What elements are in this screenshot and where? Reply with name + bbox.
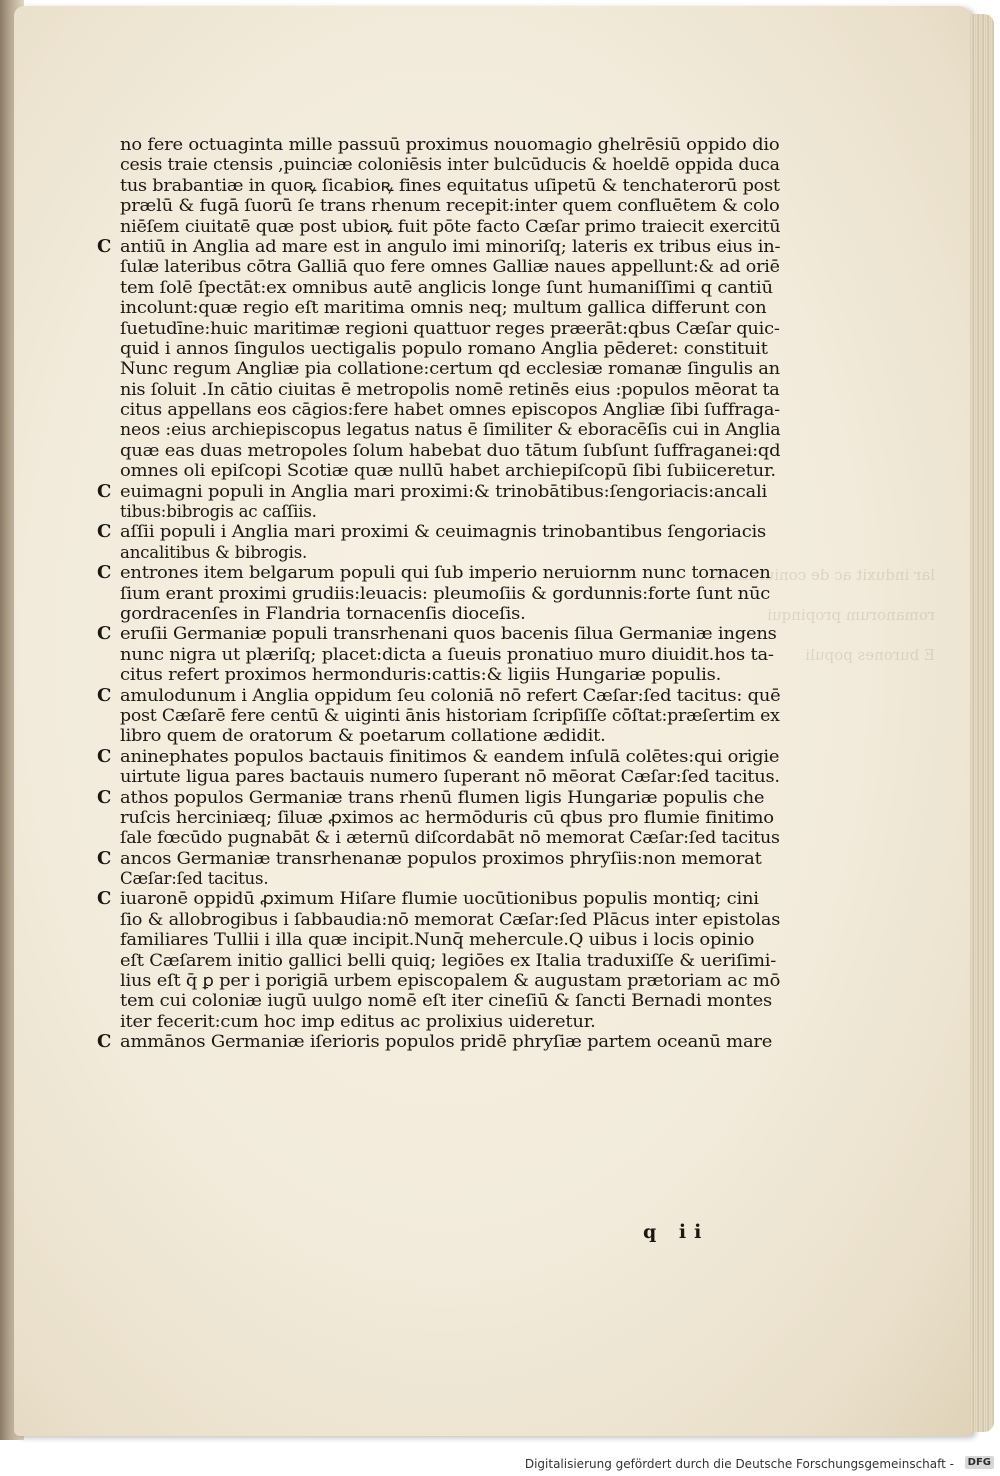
text-line <box>92 645 782 665</box>
line-text: iuaronē oppidū ꝓximum Hiſare flumie uocūtionibus populis montiq; cini <box>120 889 759 909</box>
text-line <box>92 339 782 359</box>
text-line <box>92 502 782 522</box>
line-text: euimagni populi in Anglia mari proximi:& trinobātibus:ſengoriacis:ancali <box>120 481 768 501</box>
line-text: nis ſoluit .In cātio ciuitas ē metropolis nomē retinēs eius :populos mēorat ta <box>120 379 780 399</box>
text-line <box>92 910 782 930</box>
line-text: libro quem de oratorum & poetarum collatione ædidit. <box>120 726 606 746</box>
initial-letter: C <box>97 623 112 645</box>
line-text: citus refert proximos hermonduris:cattis:& ligiis Hungariæ populis. <box>120 665 722 685</box>
text-line <box>92 135 782 155</box>
initial-letter: C <box>97 562 112 584</box>
text-line <box>92 400 782 420</box>
text-line <box>92 420 782 440</box>
line-text: gordracenſes in Flandria tornacenſis dioceſis. <box>120 603 526 623</box>
text-line <box>92 482 782 502</box>
initial-letter: C <box>97 888 112 910</box>
line-text: lius eſt q̄ ꝑ per i porigiā urbem episcopalem & augustam prætoriam ac mō <box>120 971 781 991</box>
line-text: neos :eius archiepiscopus legatus natus ē ſimiliter & eboracēſis cui in Anglia <box>120 420 781 440</box>
text-block <box>92 135 782 1053</box>
line-text: amulodunum i Anglia oppidum ſeu coloniā nō refert Cæſar:ſed tacitus: quē <box>120 685 781 705</box>
folio-signature: q ii <box>643 1221 710 1243</box>
line-text: tibus:bibrogis ac caſſiis. <box>120 502 317 522</box>
page-edges <box>970 14 994 1432</box>
text-line <box>92 196 782 216</box>
text-line <box>92 1012 782 1032</box>
text-line <box>92 319 782 339</box>
line-text: ſio & allobrogibus i ſabbaudia:nō memorat Cæſar:ſed Plācus inter epistolas <box>120 909 781 929</box>
line-text: antiū in Anglia ad mare est in angulo imi minoriſq; lateris ex tribus eius in- <box>120 236 781 256</box>
text-line <box>92 706 782 726</box>
initial-letter: C <box>97 1031 112 1053</box>
text-line <box>92 155 782 175</box>
line-text: quæ eas duas metropoles ſolum habebat duo tātum ſubſunt ſuffraganei:qd <box>120 440 781 460</box>
initial-letter: C <box>97 480 112 502</box>
text-line <box>92 889 782 909</box>
line-text: Cæſar:ſed tacitus. <box>120 869 269 889</box>
text-line <box>92 380 782 400</box>
line-text: nunc nigra ut plæriſq; placet:dicta a ſueuis pronatiuo muro diuidit.hos ta- <box>120 644 774 664</box>
initial-letter: C <box>97 235 112 257</box>
line-text: eſt Cæſarem initio gallici belli quiq; legiōes ex Italia traduxiſſe & ueriſimi- <box>120 950 777 970</box>
text-line <box>92 543 782 563</box>
line-text: ſium erant proximi grudiis:leuacis: pleumoſiis & gordunnis:forte ſunt nūc <box>120 583 771 603</box>
line-text: tem cui coloniæ iugū uulgo nomē eſt iter cineſiū & ſancti Bernadi montes <box>120 991 772 1011</box>
line-text: ruſcis herciniæq; ſiluæ ꝓximos ac hermōduris cū qbus pro flumie finitimo <box>120 807 774 827</box>
line-text: omnes oli epiſcopi Scotiæ quæ nullū habet archiepiſcopū ſibi ſubiiceretur. <box>120 461 776 481</box>
text-line <box>92 359 782 379</box>
text-line <box>92 257 782 277</box>
text-line <box>92 828 782 848</box>
text-line <box>92 584 782 604</box>
text-line <box>92 441 782 461</box>
text-line <box>92 686 782 706</box>
line-text: incolunt:quæ regio eſt maritima omnis neq; multum gallica differunt con <box>120 298 767 318</box>
text-line <box>92 217 782 237</box>
line-text: uirtute ligua pares bactauis numero ſuperant nō mēorat Cæſar:ſed tacitus. <box>120 767 780 787</box>
line-text: no fere octuaginta mille passuū proximus nouomagio ghelrēsiū oppido dio <box>120 135 780 154</box>
line-text: athos populos Germaniæ trans rhenū flumen ligis Hungariæ populis che <box>120 787 765 807</box>
text-line <box>92 176 782 196</box>
initial-letter: C <box>97 745 112 767</box>
text-line <box>92 1032 782 1052</box>
text-line <box>92 461 782 481</box>
text-line <box>92 298 782 318</box>
text-line <box>92 522 782 542</box>
initial-letter: C <box>97 684 112 706</box>
line-text: citus appellans eos cāgios:fere habet omnes episcopos Angliæ ſibi ſuffraga- <box>120 400 780 420</box>
text-line <box>92 604 782 624</box>
text-line <box>92 971 782 991</box>
line-text: aſſii populi i Anglia mari proximi & ceuimagnis trinobantibus ſengoriacis <box>120 522 767 542</box>
initial-letter: C <box>97 521 112 543</box>
line-text: tem ſolē ſpectāt:ex omnibus autē anglicis longe ſunt humaniſſimi q cantiū <box>120 277 773 297</box>
line-text: entrones item belgarum populi qui ſub imperio neruiornm nunc tornacen <box>120 563 771 583</box>
line-text: ancos Germaniæ transrhenanæ populos proximos phryſiis:non memorat <box>120 848 762 868</box>
text-line <box>92 726 782 746</box>
text-line <box>92 237 782 257</box>
show-through-text: lar induxit ac de coniuratione romanorum propinqui E burones populi <box>710 566 935 664</box>
text-line <box>92 563 782 583</box>
initial-letter: C <box>97 786 112 808</box>
text-line <box>92 951 782 971</box>
line-text: ammānos Germaniæ iſerioris populos pridē phryſiæ partem oceanū mare <box>120 1032 773 1052</box>
text-line <box>92 991 782 1011</box>
text-line <box>92 767 782 787</box>
line-text: post Cæſarē fere centū & uiginti ānis historiam ſcripſiſſe cōſtat:præſertim ex <box>120 705 780 725</box>
dfg-logo: DFG <box>965 1456 994 1469</box>
initial-letter: C <box>97 847 112 869</box>
text-line <box>92 747 782 767</box>
line-text: prælū & fugā ſuorū ſe trans rhenum recepit:inter quem confluētem & colo <box>120 196 780 216</box>
text-line <box>92 869 782 889</box>
text-line <box>92 930 782 950</box>
text-line <box>92 788 782 808</box>
line-text: Nunc regum Angliæ pia collatione:certum qd ecclesiæ romanæ ſingulis an <box>120 359 780 379</box>
text-line <box>92 278 782 298</box>
line-text: eruſii Germaniæ populi transrhenani quos bacenis ſilua Germaniæ ingens <box>120 624 777 644</box>
line-text: cesis traie ctensis ,puinciæ coloniēsis inter bulcūducis & hoeldē oppida duca <box>120 155 780 175</box>
text-line <box>92 665 782 685</box>
line-text: ſuetudīne:huic maritimæ regioni quattuor reges præerāt:qbus Cæſar quic- <box>120 318 780 338</box>
line-text: ſulæ lateribus cōtra Galliā quo fere omnes Galliæ naues appellunt:& ad oriē <box>120 257 780 277</box>
line-text: ſale fœcūdo pugnabāt & i æternū diſcordabāt nō memorat Cæſar:ſed tacitus <box>120 828 780 848</box>
text-line <box>92 849 782 869</box>
footer-credit: Digitalisierung gefördert durch die Deutsche Forschungsgemeinschaft - <box>524 1457 954 1471</box>
line-text: iter fecerit:cum hoc imp editus ac prolixius uideretur. <box>120 1011 596 1031</box>
line-text: familiares Tullii i illa quæ incipit.Nunq̄ mehercule.Q uibus i locis opinio <box>120 930 755 950</box>
line-text: quid i annos ſingulos uectigalis populo romano Anglia pēderet: constituit <box>120 338 768 358</box>
line-text: niēſem ciuitatē quæ post ubioꝶ fuit pōte facto Cæſar primo traiecit exercitū <box>120 216 781 236</box>
line-text: ancalitibus & bibrogis. <box>120 542 308 562</box>
text-line <box>92 808 782 828</box>
line-text: aninephates populos bactauis finitimos & eandem inſulā colētes:qui origie <box>120 746 780 766</box>
line-text: tus brabantiæ in quoꝶ ſicabioꝶ fines equitatus uſipetū & tenchaterorū post <box>120 175 780 195</box>
text-line <box>92 624 782 644</box>
